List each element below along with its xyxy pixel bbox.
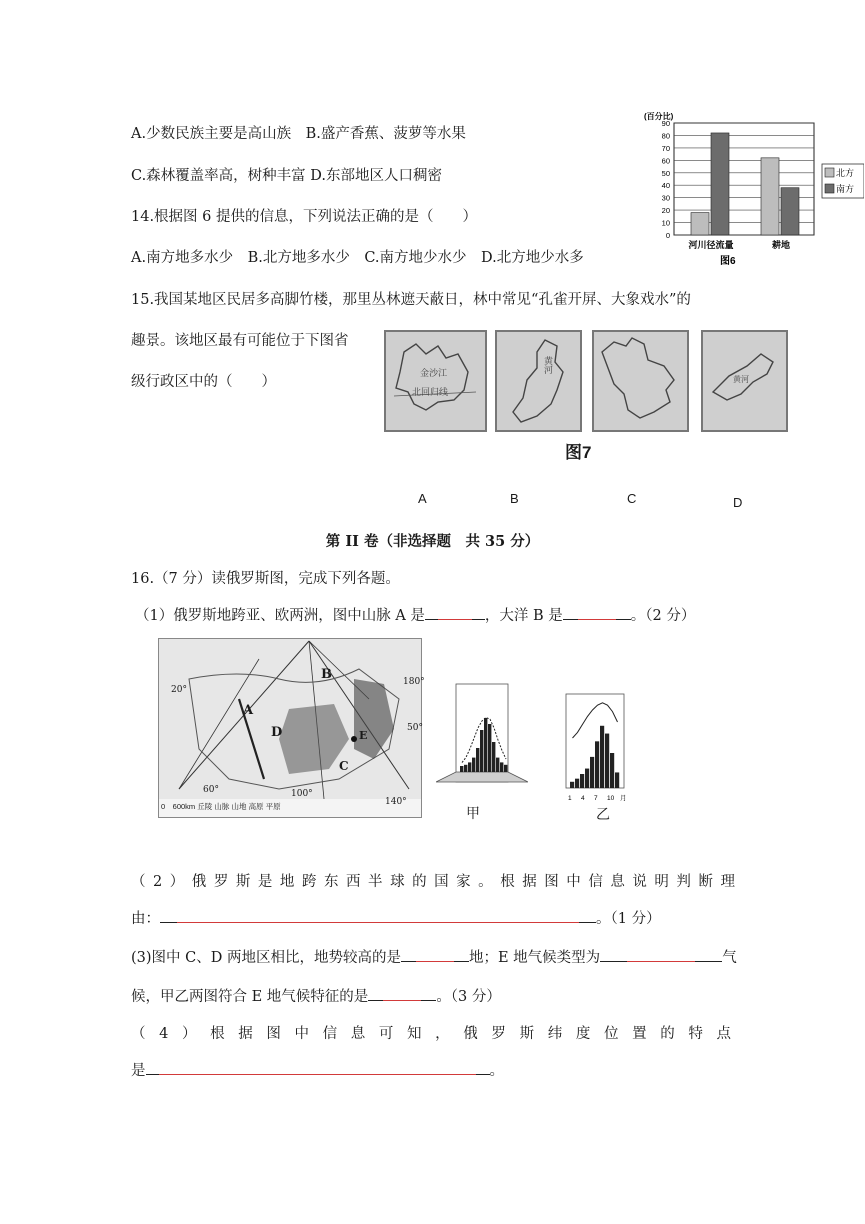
russia-map-degree-20: 20°: [171, 685, 187, 695]
russia-map-label-e: E: [359, 729, 368, 742]
q16-stem: 16.（7 分）读俄罗斯图，完成下列各题。: [131, 571, 400, 587]
q16-part-2-line-1: （2）俄罗斯是地跨东西半球的国家。根据图中信息说明判断理: [131, 874, 735, 890]
fig6-ytick-label: 60: [661, 156, 670, 166]
section-heading: 第 II 卷（非选择题 共 35 分）: [325, 533, 540, 550]
q16-part-4-line-1: （4）根据图中信息可知，俄罗斯纬度位置的特点: [131, 1026, 731, 1042]
russia-map: [158, 638, 425, 818]
russia-map-label-a: A: [243, 703, 254, 718]
yi-precip-bar: [615, 772, 619, 788]
yi-precip-bar: [605, 734, 609, 788]
q16-p3-text-a: (3)图中 C、D 两地区相比，地势较高的是: [131, 950, 401, 966]
fig6-legend: [822, 164, 864, 198]
q16-p3-blank-a[interactable]: [401, 947, 469, 962]
map-legend-scale: 0 600km: [161, 802, 196, 811]
jia-precip-bar: [484, 718, 487, 772]
jia-precip-bar: [464, 765, 467, 772]
q16-p3-blank-c[interactable]: [368, 986, 436, 1001]
fig6-ytick-label: 20: [661, 206, 670, 216]
q16-p4-text-b: 。: [489, 1063, 504, 1079]
yi-precip-bar: [595, 741, 599, 788]
fig6-ytick-label: 50: [661, 168, 670, 178]
q16-p1-blank-b[interactable]: [563, 605, 631, 620]
q14-options: [131, 246, 584, 267]
q16-p3-text-d: 候，甲乙两图符合 E 地气候特征的是: [131, 989, 369, 1005]
russia-map-degree-180: 180°: [403, 677, 425, 687]
fig7-option-d: D: [733, 495, 743, 510]
fig7-option-b: B: [510, 491, 519, 506]
q16-p1-blank-a[interactable]: [425, 605, 485, 620]
fig7-map-c: [592, 330, 689, 432]
yi-precip-bar: [575, 779, 579, 788]
q16-p4-blank[interactable]: [146, 1060, 490, 1075]
fig6-ytick-label: 40: [661, 181, 670, 191]
fig6-legend-south-swatch: [825, 184, 834, 193]
fig6-category-label: 河川径流量: [688, 240, 734, 250]
jia-precip-bar: [476, 748, 479, 772]
q16-part-3-line-1: [131, 946, 737, 967]
q16-part-2-line-2: [131, 907, 661, 928]
yi-xtick-label: 4: [581, 795, 585, 802]
q14-option-a: A.南方地多水少: [131, 250, 234, 266]
fig6-category-label: 耕地: [771, 240, 791, 250]
fig6-ytick-label: 80: [661, 131, 670, 141]
q15-line-2: 趣景。该地区最有可能位于下图省: [131, 333, 349, 349]
q16-part-3-line-2: [131, 985, 501, 1006]
q16-p4-text-a: 是: [131, 1063, 146, 1079]
fig7-map-b-river-label: 黄河: [542, 356, 552, 374]
jia-precip-bar: [488, 724, 491, 772]
fig6-unit-label: (百分比): [644, 112, 674, 121]
q13-option-c: C.森林覆盖率高，树种丰富: [131, 168, 306, 184]
fig7-caption: 图7: [565, 443, 592, 462]
fig6-ytick-label: 30: [661, 193, 670, 203]
russia-map-label-d: D: [271, 725, 283, 740]
q16-p1-text-c: 。（2 分）: [630, 608, 696, 624]
q14-stem: 14.根据图 6 提供的信息，下列说法正确的是（ ）: [131, 209, 478, 225]
fig7-option-a: A: [418, 491, 427, 506]
q14-option-d: D.北方地少水多: [481, 250, 584, 266]
q16-p3-blank-b[interactable]: [600, 947, 722, 962]
q13-options-row-1: [131, 122, 466, 143]
q16-part-4-line-2: [131, 1059, 504, 1080]
q13-option-b: B.盛产香蕉、菠萝等水果: [305, 126, 466, 142]
q16-p1-text-a: （1）俄罗斯地跨亚、欧两洲，图中山脉 A 是: [135, 608, 425, 624]
fig7-map-a: [384, 330, 487, 432]
q15-line-3: 级行政区中的（ ）: [131, 374, 276, 390]
q13-option-d: D.东部地区人口稠密: [310, 168, 443, 184]
russia-map-label-c: C: [339, 759, 349, 773]
fig6-legend-north: 北方: [836, 168, 855, 178]
q16-p1-text-b: ，大洋 B 是: [484, 608, 563, 624]
jia-precip-bar: [492, 742, 495, 772]
figure-6-chart: [636, 110, 864, 270]
climate-chart-yi: [552, 688, 638, 804]
climate-chart-jia: [436, 676, 528, 798]
jia-precip-bar: [460, 766, 463, 772]
yi-xtick-label: 7: [594, 795, 598, 802]
q16-p2-blank[interactable]: [160, 908, 596, 923]
fig6-ytick-label: 70: [661, 143, 670, 153]
q16-p2-text-a: 由：: [131, 911, 160, 927]
fig6-caption: 图6: [720, 256, 736, 267]
russia-map-label-b: B: [321, 667, 332, 682]
yi-xtick-label: 10: [607, 795, 615, 802]
q15-line-1: 15.我国某地区民居多高脚竹楼，那里丛林遮天蔽日，林中常见“孔雀开屏、大象戏水”的: [131, 292, 691, 308]
q13-option-a: A.少数民族主要是高山族: [131, 126, 292, 142]
yi-precip-bar: [585, 769, 589, 788]
fig6-ytick-label: 90: [661, 119, 670, 128]
fig6-bar-north: [691, 213, 709, 235]
russia-map-degree-100: 100°: [291, 789, 313, 799]
q16-part-1: [135, 604, 695, 625]
map-legend-mountains: 山地: [231, 802, 247, 811]
fig7-map-a-river-label: 金沙江: [420, 369, 448, 379]
fig7-map-a-tropic-label: 北回归线: [412, 388, 449, 398]
fig7-map-b: [495, 330, 582, 432]
q16-p3-text-b: 地；E 地气候类型为: [468, 950, 601, 966]
map-legend-plain: 平原: [265, 802, 281, 811]
fig6-ytick-label: 0: [665, 231, 670, 240]
climate-chart-yi-label: 乙: [596, 807, 610, 823]
russia-map-legend: [161, 801, 281, 812]
russia-map-degree-140: 140°: [385, 797, 407, 807]
jia-precip-bar: [468, 762, 471, 772]
fig6-bar-south: [781, 188, 799, 235]
q14-option-b: B.北方地多水少: [247, 250, 350, 266]
q16-p3-text-e: 。（3 分）: [436, 989, 501, 1005]
fig7-map-d: [701, 330, 788, 432]
yi-precip-bar: [610, 753, 614, 788]
climate-chart-jia-label: 甲: [466, 806, 480, 822]
yi-precip-bar: [570, 782, 574, 788]
q13-options-row-2: [131, 164, 442, 185]
yi-precip-bar: [600, 726, 604, 788]
q14-option-c: C.南方地少水少: [364, 250, 467, 266]
yi-xtick-label: 1: [568, 795, 572, 802]
fig6-legend-north-swatch: [825, 168, 834, 177]
yi-precip-bar: [590, 757, 594, 788]
map-legend-mountain-range: 山脉: [214, 802, 230, 811]
yi-precip-bar: [580, 774, 584, 788]
fig6-ytick-label: 10: [661, 218, 670, 228]
fig6-bar-south: [711, 133, 729, 235]
russia-map-degree-50: 50°: [407, 723, 423, 733]
jia-precip-bar: [480, 730, 483, 772]
fig7-option-c: C: [627, 491, 637, 506]
jia-precip-bar: [496, 758, 499, 772]
map-legend-hills: 丘陵: [197, 802, 213, 811]
fig6-legend-south: 南方: [836, 184, 855, 194]
jia-precip-bar: [500, 762, 503, 772]
russia-map-degree-60: 60°: [203, 785, 219, 795]
map-legend-plateau: 高原: [248, 802, 264, 811]
q16-p3-text-c: 气: [722, 950, 737, 966]
jia-precip-bar: [504, 765, 507, 772]
jia-precip-bar: [472, 758, 475, 772]
fig6-bar-north: [761, 158, 779, 235]
q16-p2-text-b: 。（1 分）: [596, 911, 661, 927]
fig7-map-d-river-label: 黄河: [733, 375, 749, 384]
yi-xtick-label: 月: [620, 795, 627, 802]
